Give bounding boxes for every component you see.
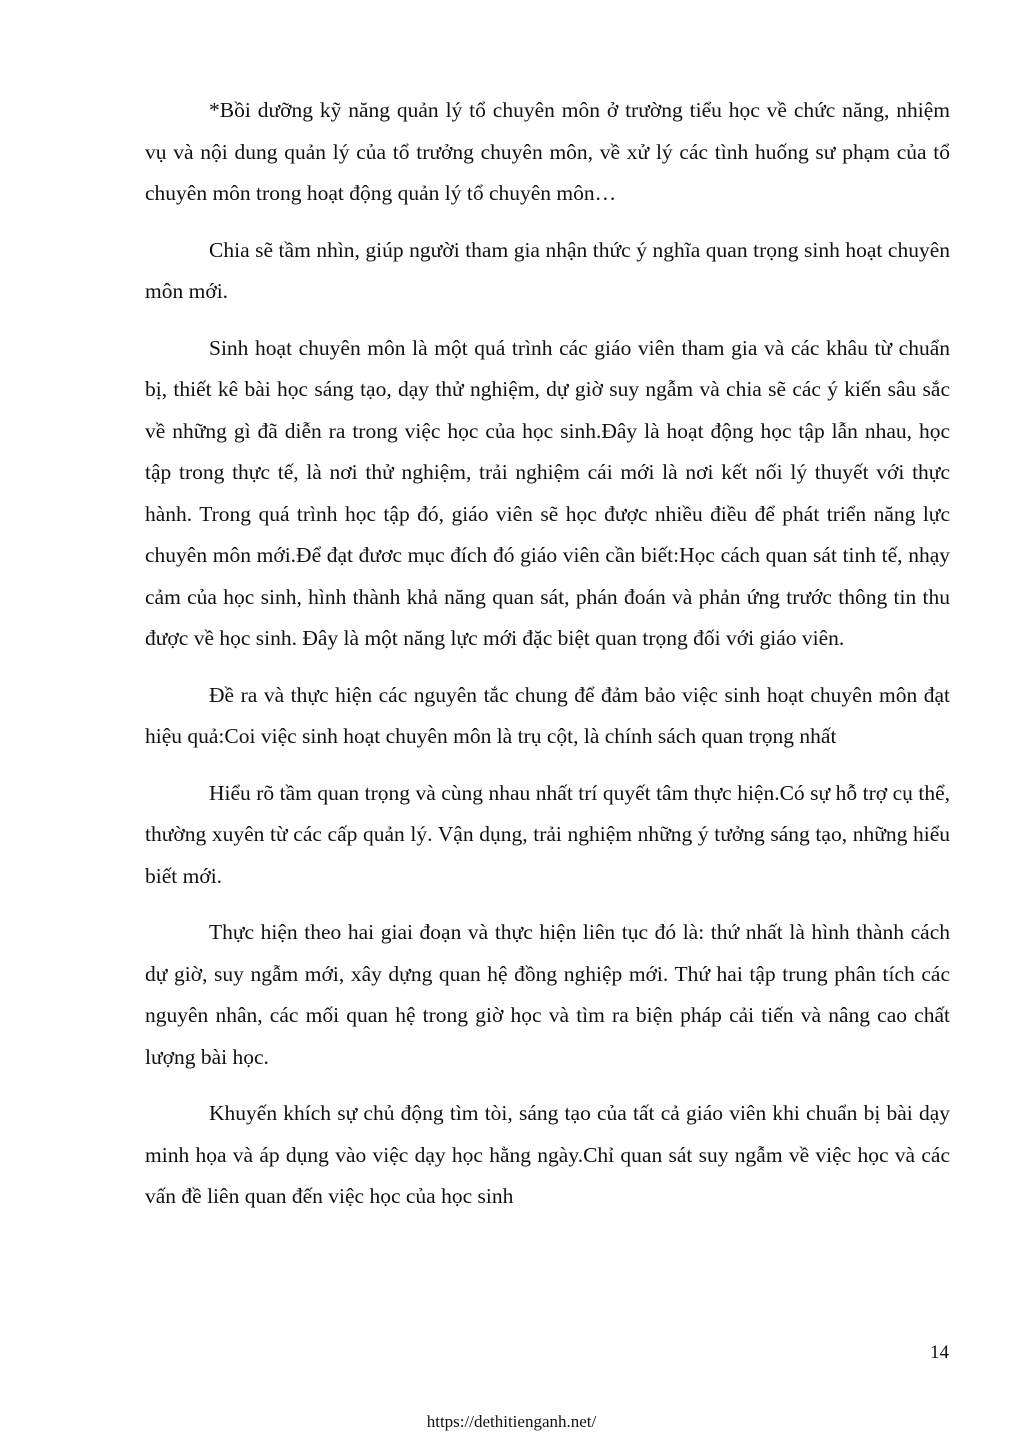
paragraph-understanding: Hiểu rõ tầm quan trọng và cùng nhau nhất trí quyết tâm thực hiện.Có sự hỗ trợ cụ thể, thường xuyên từ các cấp quản lý. Vận dụng, trải nghiệm những ý tưởng sáng tạo, những hiểu biết mới.: [145, 780, 950, 888]
footer-url[interactable]: https://dethitienganh.net/: [426, 1412, 597, 1431]
paragraph-encourage-initiative: Khuyến khích sự chủ động tìm tòi, sáng tạo của tất cả giáo viên khi chuẩn bị bài dạy minh họa và áp dụng vào việc dạy học hằng ngày.Chỉ quan sát suy ngẫm về việc học và các vấn đề liên quan đến việc học của học sinh: [145, 1101, 950, 1208]
paragraph-principles: Đề ra và thực hiện các nguyên tắc chung để đảm bảo việc sinh hoạt chuyên môn đạt hiệu quả:Coi việc sinh hoạt chuyên môn là trụ cột, là chính sách quan trọng nhất: [145, 682, 950, 748]
page-number: 14: [930, 1342, 949, 1363]
paragraph-two-stages: Thực hiện theo hai giai đoạn và thực hiện liên tục đó là: thứ nhất là hình thành cách dự giờ, suy ngẫm mới, xây dựng quan hệ đồng nghiệp mới. Thứ hai tập trung phân tích các nguyên nhân, các mối quan hệ trong giờ học và tìm ra biện pháp cải tiến và nâng cao chất lượng bài học.: [145, 920, 950, 1069]
paragraph-professional-activity: Sinh hoạt chuyên môn là một quá trình các giáo viên tham gia và các khâu từ chuẩn bị, thiết kê bài học sáng tạo, dạy thử nghiệm, dự giờ suy ngẫm và chia sẽ các ý kiến sâu sắc về những gì đã diễn ra trong việc học của học sinh.Đây là hoạt động học tập lẫn nhau, học tập trong thực tế, là nơi thử nghiệm, trải nghiệm cái mới là nơi kết nối lý thuyết với thực hành. Trong quá trình học tập đó, giáo viên sẽ học được nhiều điều để phát triển năng lực chuyên môn mới.Để đạt đươc mục đích đó giáo viên cần biết:Học cách quan sát tinh tế, nhạy cảm của học sinh, hình thành khả năng quan sát, phán đoán và phản ứng trước thông tin thu được về học sinh. Đây là một năng lực mới đặc biệt quan trọng đối với giáo viên.: [145, 335, 950, 650]
paragraph-training-skills: *Bồi dưỡng kỹ năng quản lý tổ chuyên môn ở trường tiểu học về chức năng, nhiệm vụ và nội dung quản lý của tổ trưởng chuyên môn, về xử lý các tình huống sư phạm của tổ chuyên môn trong hoạt động quản lý tổ chuyên môn…: [145, 98, 950, 205]
paragraph-shared-vision: Chia sẽ tầm nhìn, giúp người tham gia nhận thức ý nghĩa quan trọng sinh hoạt chuyên môn mới.: [145, 237, 950, 303]
page-body: [145, 90, 950, 1233]
